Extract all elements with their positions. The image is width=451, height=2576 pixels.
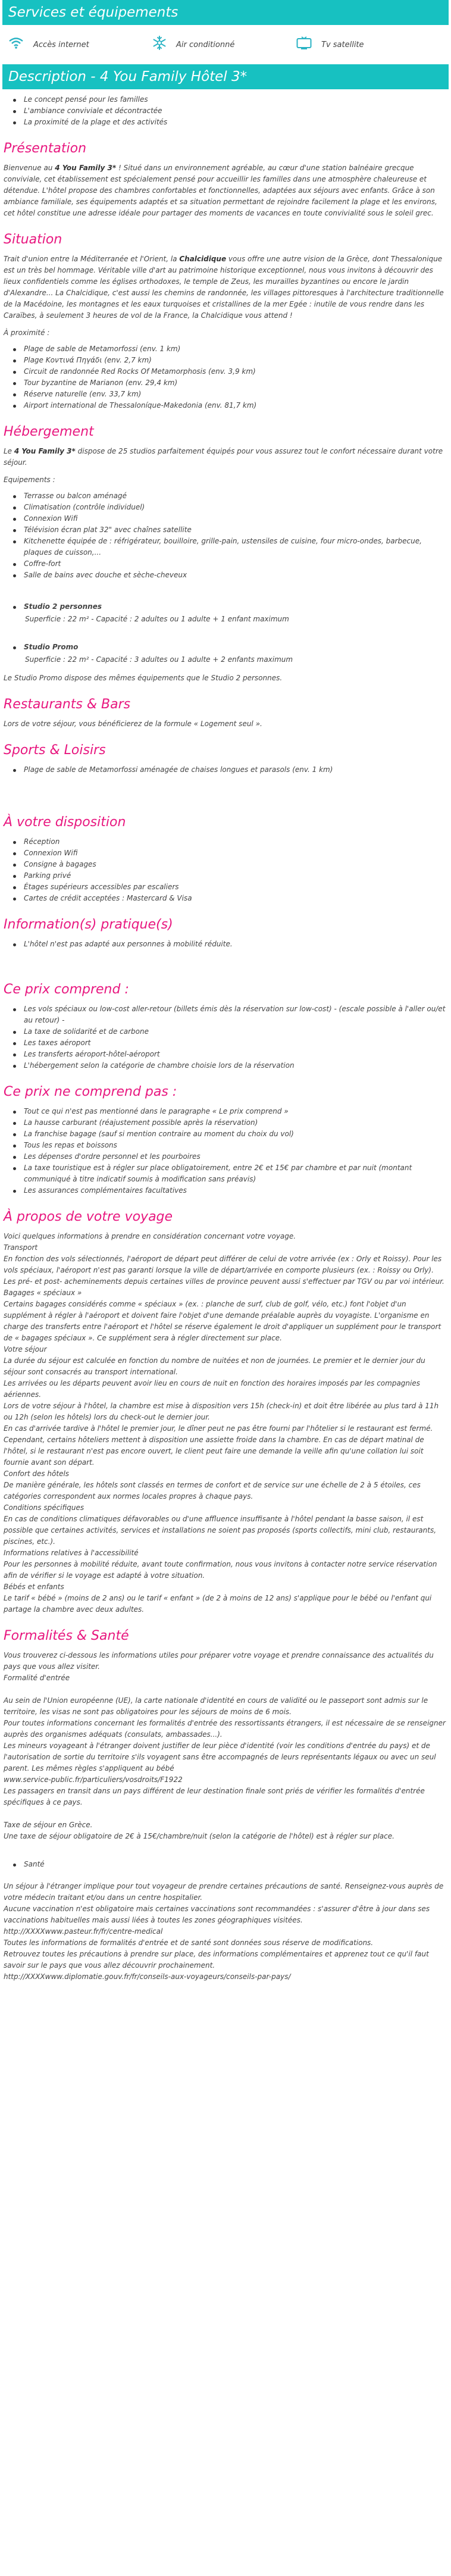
list-item: La proximité de la plage et des activités xyxy=(19,117,449,128)
apropos-line: Pour les personnes à mobilité réduite, avant toute confirmation, nous vous invitons à contacter notre service réservation afin de vérifier si le voyage est adapté à votre situation. xyxy=(4,1560,437,1580)
list-item: Tout ce qui n'est pas mentionné dans le paragraphe « Le prix comprend » xyxy=(19,1106,449,1117)
equipements-bullets xyxy=(2,490,449,581)
list-item: Coffre-fort xyxy=(19,558,449,570)
situation-title: Situation xyxy=(4,232,62,247)
apropos-line: Confort des hôtels xyxy=(4,1470,70,1478)
noncompris-title: Ce prix ne comprend pas : xyxy=(4,1084,177,1099)
sante-line: Aucune vaccination n'est obligatoire mais certaines vaccinations sont recommandées : s'assurer d'être à jour dans ses vaccinations habituelles mais aussi liées à toutes les zones géographiques visitées. xyxy=(4,1905,430,1924)
apropos-line: Bébés et enfants xyxy=(4,1583,64,1591)
snowflake-icon xyxy=(152,36,176,54)
formalites-body xyxy=(2,1650,449,1842)
studio-promo-name: Studio Promo xyxy=(19,642,449,653)
list-item: L'hébergement selon la catégorie de chambre choisie lors de la réservation xyxy=(19,1060,449,1071)
apropos-line: Certains bagages considérés comme « spéciaux » (ex. : planche de surf, club de golf, vélo, etc.) font l'objet d'un supplément à régler à l'aéroport et doivent faire l'objet d'une demande préalable auprès du voyagiste. L'organisme en charge des transferts entre l'aéroport et l'hôtel se réserve également le droit d'appliquer un supplément pour le transport de « bagages spéciaux ». Ce supplément sera à régler directement sur place. xyxy=(4,1300,441,1342)
list-item: Plage Κοντινά Πηγάδι (env. 2,7 km) xyxy=(19,355,449,366)
sports-title: Sports & Loisirs xyxy=(4,743,106,758)
apropos-line: Votre séjour xyxy=(4,1345,47,1353)
apropos-line: Informations relatives à l'accessibilité xyxy=(4,1549,139,1557)
service-internet xyxy=(8,37,152,52)
informations-title: Information(s) pratique(s) xyxy=(4,917,173,932)
sante-line: Retrouvez toutes les précautions à prendre sur place, des informations complémentaires et apprenez tout ce qu'il faut savoir sur le pays que vous allez découvrir prochainement. xyxy=(4,1950,429,1969)
formalites-title: Formalités & Santé xyxy=(4,1628,129,1643)
list-item: Connexion Wifi xyxy=(19,513,449,524)
list-item: Réserve naturelle (env. 33,7 km) xyxy=(19,389,449,400)
apropos-line: Voici quelques informations à prendre en considération concernant votre voyage. xyxy=(4,1232,296,1240)
apropos-line: En fonction des vols sélectionnés, l'aéroport de départ peut différer de celui de votre arrivée (ex : Orly et Roissy). Pour les vols spéciaux, l'aéroport n'est pas garanti lorsque la ville de départ/arrivée en comporte plusieurs (ex. : Roissy ou Orly). xyxy=(4,1255,442,1274)
presentation-title: Présentation xyxy=(4,141,87,156)
list-item: Les transferts aéroport-hôtel-aéroport xyxy=(19,1049,449,1060)
apropos-line: Bagages « spéciaux » xyxy=(4,1289,82,1297)
list-item: La franchise bagage (sauf si mention contraire au moment du choix du vol) xyxy=(19,1128,449,1140)
hebergement-text: Le 4 You Family 3* dispose de 25 studios parfaitement équipés pour vous assurez tout le confort nécessaire durant votre séjour. xyxy=(4,447,443,467)
tv-icon xyxy=(296,36,321,53)
list-item: Consigne à bagages xyxy=(19,859,449,870)
presentation-text: Bienvenue au 4 You Family 3* ! Situé dans un environnement agréable, au cœur d'une station balnéaire grecque conviviale, cet établissement est spécialement pensé pour accueillir les familles dans une atmosphère chaleureuse et détendue. L'hôtel propose des chambres confortables et fonctionnelles, adaptées aux séjours avec enfants. Grâce à son ambiance familiale, ses équipements adaptés et sa situation permettant de rejoindre facilement la plage et les environs, cet hôtel constitue une adresse idéale pour partager des moments de vacances en toute convivialité sous le soleil grec. xyxy=(4,164,437,217)
list-item: Étages supérieurs accessibles par escaliers xyxy=(19,881,449,893)
formalites-line: Les mineurs voyageant à l'étranger doivent justifier de leur pièce d'identité (voir les conditions d'entrée du pays) et de l'autorisation de sortie du territoire s'ils voyagent sans être accompagnés de leurs représentants légaux ou avec un seul parent. Les mêmes règles s'appliquent au bébé xyxy=(4,1742,436,1772)
list-item: Circuit de randonnée Red Rocks Of Metamorphosis (env. 3,9 km) xyxy=(19,366,449,377)
list-item: La hausse carburant (réajustement possible après la réservation) xyxy=(19,1117,449,1128)
studio-promo-desc: Superficie : 22 m² - Capacité : 3 adultes ou 1 adulte + 2 enfants maximum xyxy=(25,655,293,664)
formalites-line: Les passagers en transit dans un pays différent de leur destination finale sont priés de vérifier les formalités d'entrée spécifiques à ce pays. xyxy=(4,1787,425,1806)
list-item: Airport international de Thessaloníque-Makedonia (env. 81,7 km) xyxy=(19,400,449,411)
list-item: Les vols spéciaux ou low-cost aller-retour (billets émis dès la réservation sur low-cost) - (escale possible à l'aller ou/et au retour) - xyxy=(19,1003,449,1026)
wifi-icon xyxy=(8,37,33,52)
service-label: Air conditionné xyxy=(176,40,235,49)
studio-2-block xyxy=(2,601,449,612)
list-item: Salle de bains avec douche et sèche-cheveux xyxy=(19,570,449,581)
sante-body xyxy=(2,1881,449,1983)
restaurants-text: Lors de votre séjour, vous bénéficierez de la formule « Logement seul ». xyxy=(4,720,262,728)
equipements-label: Equipements : xyxy=(4,476,55,484)
apropos-line: Le tarif « bébé » (moins de 2 ans) ou le tarif « enfant » (de 2 à moins de 12 ans) s'applique pour le bébé ou l'enfant qui partage la chambre avec deux adultes. xyxy=(4,1594,432,1614)
formalites-line: Formalité d'entrée xyxy=(4,1674,70,1682)
formalites-line: Au sein de l'Union européenne (UE), la carte nationale d'identité en cours de validité ou le passeport sont admis sur le territoire, les visas ne sont pas obligatoires pour les séjours de moins de 6 mois. xyxy=(4,1696,428,1716)
formalites-line: Une taxe de séjour obligatoire de 2€ à 15€/chambre/nuit (selon la catégorie de l'hôtel) est à régler sur place. xyxy=(4,1832,394,1840)
list-item: L'ambiance conviviale et décontractée xyxy=(19,105,449,117)
list-item: Plage de sable de Metamorfossi aménagée de chaises longues et parasols (env. 1 km) xyxy=(19,764,449,776)
disposition-title: À votre disposition xyxy=(4,815,126,830)
sports-bullets xyxy=(2,764,449,776)
list-item: Les assurances complémentaires facultatives xyxy=(19,1185,449,1196)
description-bullets xyxy=(2,94,449,128)
list-item: Plage de sable de Metamorfossi (env. 1 km) xyxy=(19,343,449,355)
services-list xyxy=(2,25,449,64)
studio-promo-block xyxy=(2,642,449,653)
list-item: Parking privé xyxy=(19,870,449,881)
situation-text: Trait d'union entre la Méditerranée et l'Orient, la Chalcidique vous offre une autre vision de la Grèce, dont Thessalonique est un très bel hommage. Véritable ville d'art au patrimoine historique exceptionnel, nous vous invitons à découvrir des lieux confidentiels comme les églises orthodoxes, le temple de Zeus, les murailles byzantines ou encore le jardin d'Alexandre... La Chalcidique, c'est aussi les chemins de randonnée, les villages pittoresques à l'architecture traditionnelle de la Macédoine, les montagnes et les eaux turquoises et cristallines de la mer Egée : inutile de vous rendre dans les Caraïbes, à seulement 3 heures de vol de la France, la Chalcidique vous attend ! xyxy=(4,255,444,320)
list-item: Kitchenette équipée de : réfrigérateur, bouilloire, grille-pain, ustensiles de cuisine, four micro-ondes, barbecue, plaques de cuisson,... xyxy=(19,536,449,558)
list-item: Les taxes aéroport xyxy=(19,1037,449,1049)
service-label: Tv satellite xyxy=(321,40,364,49)
formalites-line: Vous trouverez ci-dessous les informations utiles pour préparer votre voyage et prendre connaissance des actualités du pays que vous allez visiter. xyxy=(4,1651,434,1671)
apropos-line: De manière générale, les hôtels sont classés en termes de confort et de service sur une échelle de 2 à 5 étoiles, ces catégories correspondent aux normes locales propres à chaque pays. xyxy=(4,1481,421,1500)
informations-bullets xyxy=(2,939,449,950)
list-item: Terrasse ou balcon aménagé xyxy=(19,490,449,502)
sante-line: Un séjour à l'étranger implique pour tout voyageur de prendre certaines précautions de santé. Renseignez-vous auprès de votre médecin traitant et/ou dans un centre hospitalier. xyxy=(4,1882,444,1902)
studio-2-desc: Superficie : 22 m² - Capacité : 2 adultes ou 1 adulte + 1 enfant maximum xyxy=(25,615,289,623)
compris-title: Ce prix comprend : xyxy=(4,982,129,997)
list-item: La taxe de solidarité et de carbone xyxy=(19,1026,449,1037)
formalites-line xyxy=(4,1808,449,1820)
formalites-link[interactable]: www.service-public.fr/particuliers/vosdroits/F1922 xyxy=(4,1775,183,1784)
list-item: Tour byzantine de Marianon (env. 29,4 km) xyxy=(19,377,449,389)
noncompris-bullets xyxy=(2,1106,449,1196)
list-item: Climatisation (contrôle individuel) xyxy=(19,502,449,513)
list-item: Tous les repas et boissons xyxy=(19,1140,449,1151)
list-item: Télévision écran plat 32" avec chaînes satellite xyxy=(19,524,449,536)
description-header: Description - 4 You Family Hôtel 3* xyxy=(2,64,449,89)
sante-link[interactable]: http://XXXXwww.pasteur.fr/fr/centre-medical xyxy=(4,1927,163,1936)
list-item: Les dépenses d'ordre personnel et les pourboires xyxy=(19,1151,449,1162)
list-item: Le concept pensé pour les familles xyxy=(19,94,449,105)
services-header: Services et équipements xyxy=(2,0,449,25)
apropos-line: Conditions spécifiques xyxy=(4,1503,84,1512)
studio-2-name: Studio 2 personnes xyxy=(19,601,449,612)
apropos-line: En cas d'arrivée tardive à l'hôtel le premier jour, le dîner peut ne pas être fourni par l'hôtelier si le restaurant est fermé. Cependant, certains hôteliers mettent à disposition une assiette froide dans la chambre. En cas de départ matinal de l'hôtel, si le restaurant n'est pas encore ouvert, le client peut faire une demande la veille afin qu'une collation lui soit fournie avant son départ. xyxy=(4,1424,433,1467)
apropos-body xyxy=(2,1231,449,1615)
list-item: La taxe touristique est à régler sur place obligatoirement, entre 2€ et 15€ par chambre et par nuit (montant communiqué à titre indicatif soumis à modification sans préavis) xyxy=(19,1162,449,1185)
apropos-line: Les arrivées ou les départs peuvent avoir lieu en cours de nuit en fonction des horaires imposés par les compagnies aériennes. xyxy=(4,1379,421,1399)
list-item: L'hôtel n'est pas adapté aux personnes à mobilité réduite. xyxy=(19,939,449,950)
restaurants-title: Restaurants & Bars xyxy=(4,697,131,712)
formalites-line: Pour toutes informations concernant les formalités d'entrée des ressortissants étrangers, il est nécessaire de se renseigner auprès des organismes adéquats (consulats, ambassades...). xyxy=(4,1719,446,1739)
list-item: Réception xyxy=(19,836,449,848)
proximity-bullets xyxy=(2,343,449,411)
list-item: Connexion Wifi xyxy=(19,848,449,859)
apropos-line: En cas de conditions climatiques défavorables ou d'une affluence insuffisante à l'hôtel pendant la basse saison, il est possible que certaines activités, services et installations ne soient pas proposés (sports collectifs, mini club, restaurants, piscines, etc.). xyxy=(4,1515,437,1546)
service-aircon xyxy=(152,36,296,54)
apropos-line: La durée du séjour est calculée en fonction du nombre de nuitées et non de journées. Le premier et le dernier jour du séjour sont consacrés au transport international. xyxy=(4,1356,425,1376)
promo-note: Le Studio Promo dispose des mêmes équipements que le Studio 2 personnes. xyxy=(4,674,283,682)
hebergement-title: Hébergement xyxy=(4,424,94,439)
list-item: Cartes de crédit acceptées : Mastercard & Visa xyxy=(19,893,449,904)
sante-line: Toutes les informations de formalités d'entrée et de santé sont données sous réserve de modifications. xyxy=(4,1939,374,1947)
sante-bullet xyxy=(2,1859,449,1870)
formalites-line: Taxe de séjour en Grèce. xyxy=(4,1821,93,1829)
sante-link[interactable]: http://XXXXwww.diplomatie.gouv.fr/fr/conseils-aux-voyageurs/conseils-par-pays/ xyxy=(4,1972,291,1981)
apropos-title: À propos de votre voyage xyxy=(4,1209,173,1224)
disposition-bullets xyxy=(2,836,449,904)
proximity-label: À proximité : xyxy=(4,329,50,337)
formalites-line xyxy=(4,1684,449,1695)
apropos-line: Transport xyxy=(4,1243,38,1252)
apropos-line: Lors de votre séjour à l'hôtel, la chambre est mise à disposition vers 15h (check-in) et doit être libérée au plus tard à 11h ou 12h (selon les hôtels) lors du check-out le dernier jour. xyxy=(4,1402,439,1421)
compris-bullets xyxy=(2,1003,449,1071)
apropos-line: Les pré- et post- acheminements depuis certaines villes de province peuvent aussi s'effectuer par TGV ou par voi intérieur. xyxy=(4,1277,444,1286)
service-tv xyxy=(296,36,440,53)
service-label: Accès internet xyxy=(33,40,89,49)
list-item: Santé xyxy=(19,1859,449,1870)
